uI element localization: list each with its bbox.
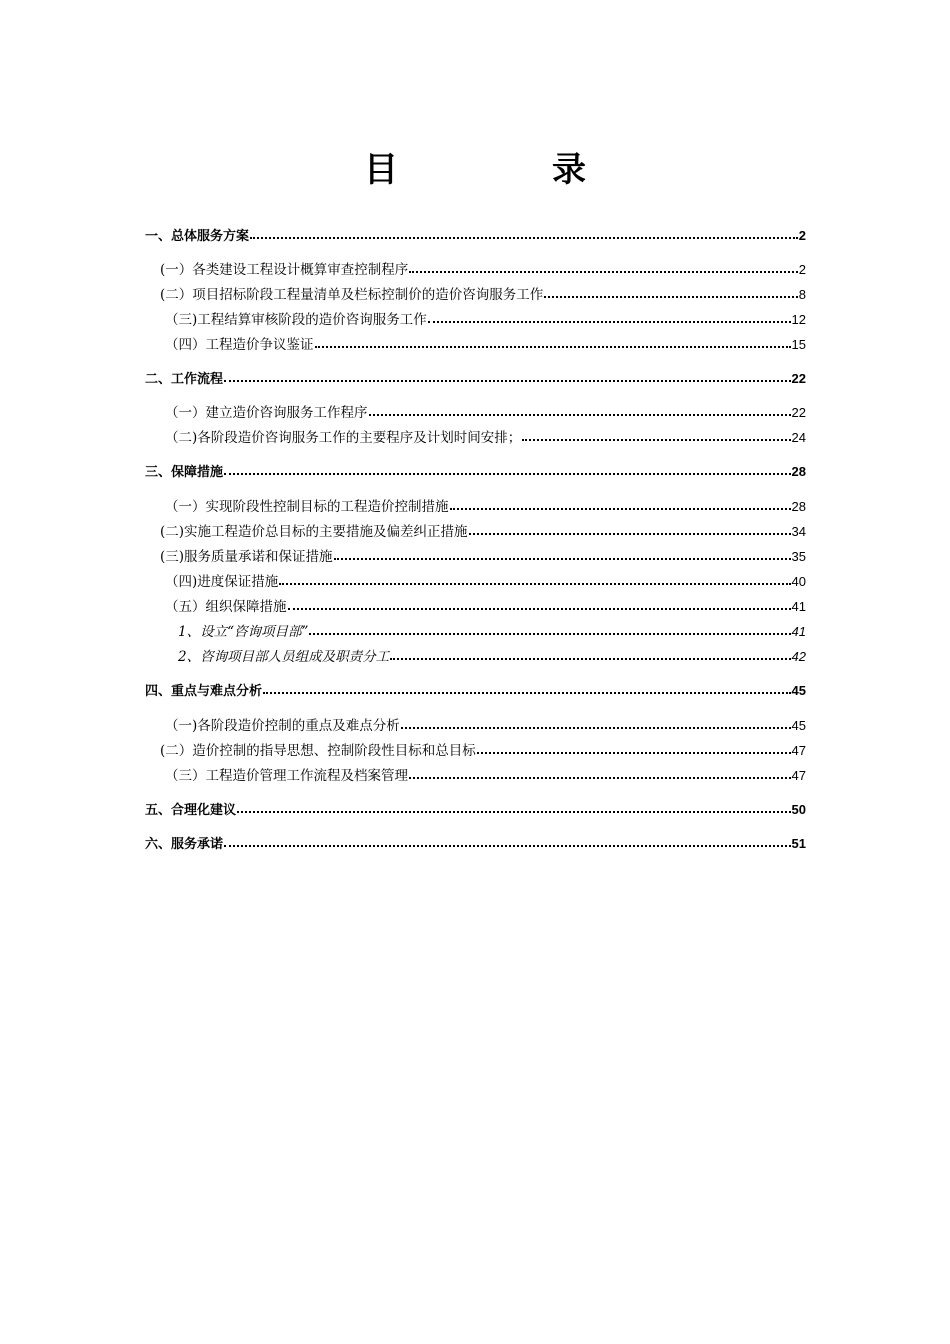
- toc-entry-4-3[interactable]: [165, 766, 806, 786]
- toc-page-number: 50: [791, 802, 806, 817]
- toc-entry-label: （一)各阶段造价控制的重点及难点分析: [165, 718, 400, 734]
- toc-entry-3-2[interactable]: [160, 522, 806, 542]
- toc-entry-label: (二)实施工程造价总目标的主要措施及偏差纠正措施: [160, 524, 468, 540]
- toc-page-number: 2: [798, 228, 806, 243]
- dot-leader: [544, 287, 797, 299]
- toc-page-number: 22: [791, 371, 806, 386]
- toc-entry-section-2[interactable]: [145, 369, 806, 389]
- toc-entry-label: （一）建立造价咨询服务工作程序: [165, 405, 368, 421]
- toc-title: 目 录: [364, 150, 646, 190]
- toc-entry-label: (一）各类建设工程设计概算审查控制程序: [160, 262, 409, 278]
- toc-page-number: 22: [791, 405, 806, 420]
- toc-page-number: 51: [791, 836, 806, 851]
- toc-page-number: 8: [798, 287, 806, 302]
- toc-entry-label: (二）造价控制的指导思想、控制阶段性目标和总目标: [160, 743, 476, 759]
- dot-leader: [250, 228, 798, 240]
- toc-page-number: 42: [791, 649, 806, 664]
- toc-page-number: 41: [791, 624, 806, 639]
- toc-entry-section-1[interactable]: [145, 226, 806, 246]
- dot-leader: [450, 499, 791, 511]
- toc-entry-3-5-2[interactable]: [178, 647, 806, 667]
- toc-entry-label: （二)各阶段造价咨询服务工作的主要程序及计划时间安排；: [165, 430, 522, 446]
- toc-page-number: 34: [791, 524, 806, 539]
- dot-leader: [469, 524, 791, 536]
- toc-entry-1-3[interactable]: [165, 310, 806, 330]
- toc-entry-section-5[interactable]: [145, 800, 806, 820]
- toc-entry-1-2[interactable]: [160, 285, 806, 305]
- dot-leader: [315, 337, 791, 349]
- toc-entry-label: （三）工程造价管理工作流程及档案管理: [165, 768, 408, 784]
- toc-entry-1-1[interactable]: [160, 260, 806, 280]
- toc-entry-label: （四)进度保证措施: [165, 574, 279, 590]
- toc-entry-3-5-1[interactable]: [178, 622, 806, 642]
- dot-leader: [428, 312, 791, 324]
- dot-leader: [334, 549, 791, 561]
- toc-page-number: 28: [791, 499, 806, 514]
- toc-page-number: 41: [791, 599, 806, 614]
- toc-page-number: 28: [791, 464, 806, 479]
- toc-entry-label: 五、合理化建议: [145, 803, 237, 818]
- toc-entry-section-3[interactable]: [145, 462, 806, 482]
- toc-entry-3-3[interactable]: [160, 547, 806, 567]
- dot-leader: [309, 624, 790, 636]
- toc-entry-label: （四）工程造价争议鉴证: [165, 337, 314, 353]
- toc-page-number: 45: [791, 718, 806, 733]
- dot-leader: [224, 464, 791, 476]
- toc-page-number: 47: [791, 743, 806, 758]
- dot-leader: [409, 262, 797, 274]
- dot-leader: [477, 743, 791, 755]
- toc-entry-2-2[interactable]: [165, 428, 806, 448]
- toc-page-number: 45: [791, 683, 806, 698]
- toc-entry-3-4[interactable]: [165, 572, 806, 592]
- toc-entry-label: （一）实现阶段性控制目标的工程造价控制措施: [165, 499, 449, 515]
- toc-page-number: 47: [791, 768, 806, 783]
- toc-entry-section-6[interactable]: [145, 834, 806, 854]
- dot-leader: [390, 649, 790, 661]
- dot-leader: [369, 405, 791, 417]
- toc-page-number: 2: [798, 262, 806, 277]
- toc-entry-label: (二）项目招标阶段工程量清单及栏标控制价的造价咨询服务工作: [160, 287, 544, 303]
- toc-page-number: 15: [791, 337, 806, 352]
- toc-entry-3-1[interactable]: [165, 497, 806, 517]
- toc-page-number: 24: [791, 430, 806, 445]
- toc-entry-2-1[interactable]: [165, 403, 806, 423]
- dot-leader: [401, 718, 791, 730]
- toc-entry-label: 一、总体服务方案: [145, 229, 250, 244]
- toc-entry-label: 2、咨询项目部人员组成及职责分工: [178, 649, 390, 665]
- toc-entry-section-4[interactable]: [145, 681, 806, 701]
- dot-leader: [279, 574, 790, 586]
- toc-entry-1-4[interactable]: [165, 335, 806, 355]
- toc-entry-3-5[interactable]: [165, 597, 806, 617]
- dot-leader: [224, 371, 791, 383]
- toc-entry-label: 三、保障措施: [145, 465, 224, 480]
- dot-leader: [522, 430, 790, 442]
- toc-entry-4-2[interactable]: [160, 741, 806, 761]
- dot-leader: [224, 836, 791, 848]
- toc-entry-label: 1、设立“咨询项目部”: [178, 624, 309, 640]
- toc-page-number: 40: [791, 574, 806, 589]
- toc-page-number: 12: [791, 312, 806, 327]
- toc-entry-4-1[interactable]: [165, 716, 806, 736]
- toc-entry-label: 二、工作流程: [145, 372, 224, 387]
- toc-entry-label: 四、重点与难点分析: [145, 684, 263, 699]
- dot-leader: [409, 768, 791, 780]
- dot-leader: [263, 683, 791, 695]
- toc-entry-label: （五）组织保障措施: [165, 599, 287, 615]
- toc-page-number: 35: [791, 549, 806, 564]
- toc-entry-label: （三)工程结算审核阶段的造价咨询服务工作: [165, 312, 427, 328]
- dot-leader: [288, 599, 791, 611]
- dot-leader: [237, 802, 791, 814]
- toc-entry-label: 六、服务承诺: [145, 837, 224, 852]
- toc-entry-label: (三)服务质量承诺和保证措施: [160, 549, 333, 565]
